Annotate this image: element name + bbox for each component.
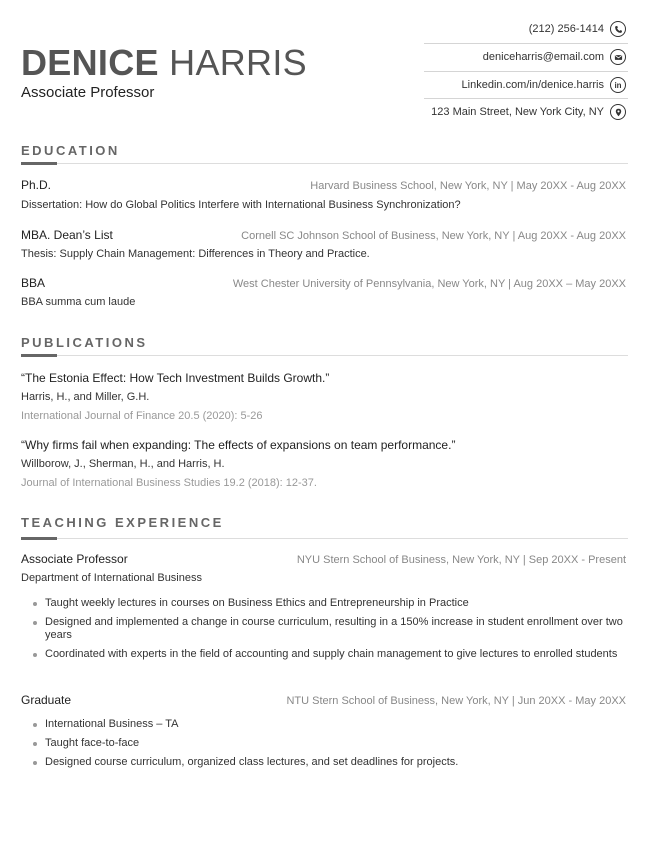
phone-icon [610,21,626,37]
teaching-detail: NTU Stern School of Business, New York, NY | Jun 20XX - May 20XX [286,695,626,707]
publications-heading: PUBLICATIONS [21,335,148,350]
education-note [21,199,461,211]
education-entry [21,228,626,242]
education-note: BBA summa cum laude [21,296,136,308]
list-item: Coordinated with experts in the field of accounting and supply chain management to give lectures to enrolled students [45,648,630,661]
teaching-role: Graduate [21,693,72,707]
list-item: Designed course curriculum, organized class lectures, and set deadlines for projects. [45,756,630,769]
publication-authors: Harris, H., and Miller, G.H. [21,391,150,403]
contact-address [431,101,626,123]
contact-phone[interactable] [529,18,626,40]
teaching-bullets [45,597,630,667]
list-item: Designed and implemented a change in course curriculum, resulting in a 150% increase in student enrollment over two years [45,616,630,642]
note-label: Thesis: [21,248,57,260]
note-label: Dissertation: [21,199,83,211]
list-item: International Business – TA [45,718,630,731]
list-item: Taught face-to-face [45,737,630,750]
publication-journal: Journal of International Business Studies 19.2 (2018): 12-37. [21,477,317,489]
teaching-heading: TEACHING EXPERIENCE [21,515,224,530]
teaching-detail: NYU Stern School of Business, New York, NY | Sep 20XX - Present [296,554,626,566]
candidate-title: Associate Professor [21,84,155,101]
education-rule [21,163,628,164]
linkedin-icon: in [610,77,626,93]
publication-journal: International Journal of Finance 20.5 (2020): 5-26 [21,410,263,422]
education-entry [21,276,626,290]
publication-title: “Why firms fail when expanding: The effects of expansions on team performance.” [21,438,456,452]
teaching-bullets [45,718,630,775]
last-name: HARRIS [169,42,307,83]
note-text: How do Global Politics Interfere with International Business Synchronization? [85,199,461,211]
degree: BBA [21,276,46,290]
email-icon [610,49,626,65]
list-item: Taught weekly lectures in courses on Business Ethics and Entrepreneurship in Practice [45,597,630,610]
first-name: DENICE [21,42,159,83]
education-note [21,248,370,260]
candidate-name [21,42,307,84]
education-heading: EDUCATION [21,143,120,158]
publications-rule [21,355,628,356]
degree: Ph.D. [21,178,52,192]
publication-title: “The Estonia Effect: How Tech Investment Builds Growth.” [21,371,330,385]
education-entry [21,178,626,192]
note-text: Supply Chain Management: Differences in Theory and Practice. [59,248,370,260]
degree: MBA. Dean’s List [21,228,113,242]
phone-text: (212) 256-1414 [528,23,604,35]
location-icon [610,104,626,120]
contact-linkedin[interactable] [462,74,626,96]
school-detail: Harvard Business School, New York, NY | May 20XX - Aug 20XX [310,180,626,192]
publication-authors: Willborow, J., Sherman, H., and Harris, H. [21,458,225,470]
teaching-entry [21,693,626,707]
address-text: 123 Main Street, New York City, NY [431,106,604,118]
teaching-role: Associate Professor [21,552,128,566]
contact-email[interactable] [483,46,626,68]
contact-divider [424,43,628,44]
email-text: deniceharris@email.com [482,51,604,63]
teaching-department: Department of International Business [21,572,202,584]
teaching-entry [21,552,626,566]
teaching-rule [21,538,628,539]
school-detail: West Chester University of Pennsylvania, New York, NY | Aug 20XX – May 20XX [232,278,626,290]
school-detail: Cornell SC Johnson School of Business, New York, NY | Aug 20XX - Aug 20XX [241,230,626,242]
linkedin-text: Linkedin.com/in/denice.harris [461,79,604,91]
contact-divider [424,98,628,99]
contact-divider [424,71,628,72]
